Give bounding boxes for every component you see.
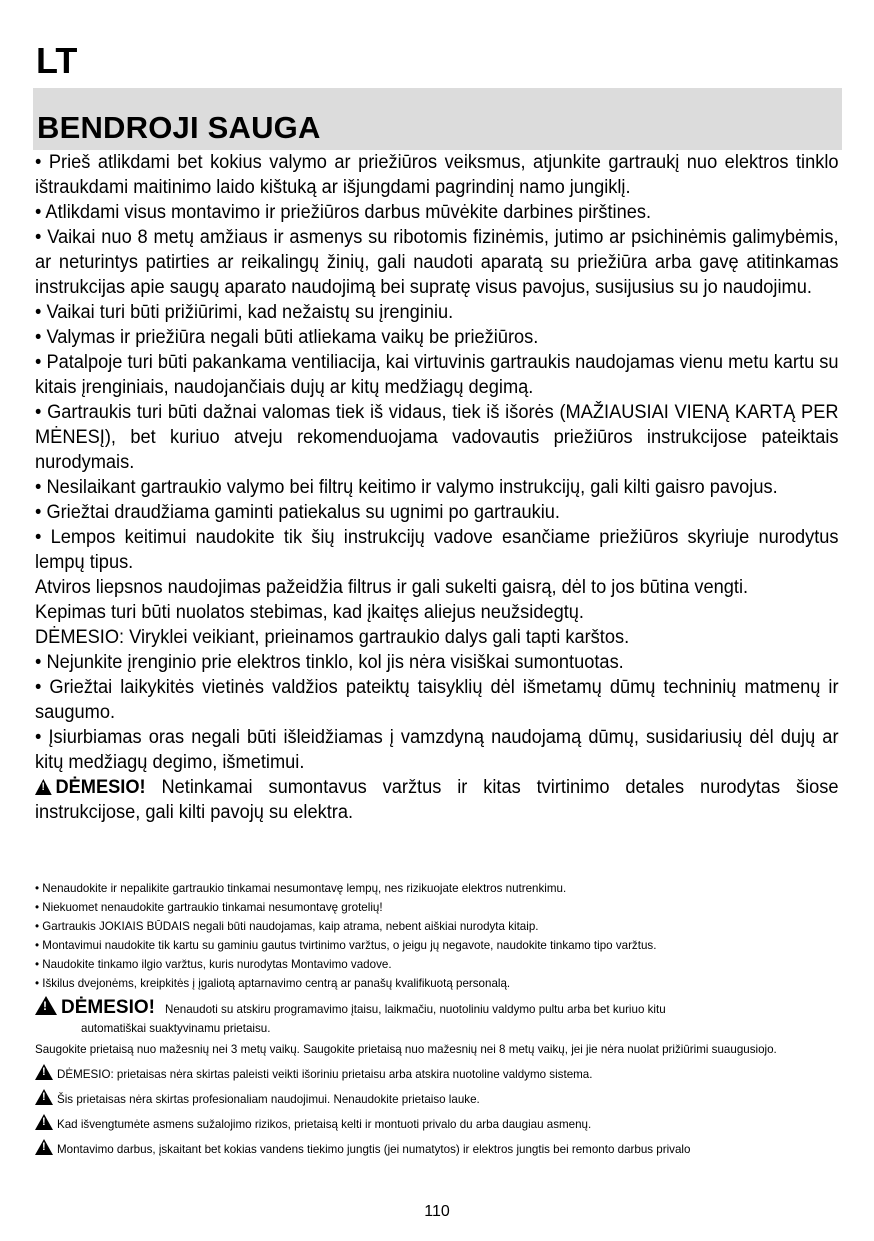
paragraph: • Vaikai nuo 8 metų amžiaus ir asmenys su ribotomis fizinėmis, jutimo ar psichinėmis galimybėmis, ar neturintys patirties ar reikalingų žinių, gali naudoti aparatą su priežiūra arba gavę atitinkamas instrukcijas apie saugų aparato naudojimą bei supratę visus pavojus, susijusius su jo naudojimu. xyxy=(35,226,839,298)
warning-text: Kad išvengtumėte asmens sužalojimo rizikos, prietaisą kelti ir montuoti privalo du arba daugiau asmenų. xyxy=(57,1118,592,1131)
page-number: 110 xyxy=(424,1203,450,1220)
note: • Naudokite tinkamo ilgio varžtus, kuris nurodytas Montavimo vadove. xyxy=(35,958,392,971)
paragraph: Kepimas turi būti nuolatos stebimas, kad įkaitęs aliejus neužsidegtų. xyxy=(35,601,584,623)
warning-text: Montavimo darbus, įskaitant bet kokias vandens tiekimo jungtis (jei numatytos) ir elektros jungtis bei remonto darbus privalo xyxy=(57,1143,691,1156)
paragraph: • Griežtai draudžiama gaminti patiekalus su ugnimi po gartraukiu. xyxy=(35,501,560,523)
warning-text: DĖMESIO: prietaisas nėra skirtas paleisti veikti išoriniu prietaisu arba atskira nuotoline valdymo sistema. xyxy=(57,1068,593,1081)
paragraph: Atviros liepsnos naudojimas pažeidžia filtrus ir gali sukelti gaisrą, dėl to jos būtina vengti. xyxy=(35,576,749,598)
children-note: Saugokite prietaisą nuo mažesnių nei 3 metų vaikų. Saugokite prietaisą nuo mažesnių nei 8 metų vaikų, jei jie nėra nuolat prižiūrimi suaugusiojo. xyxy=(35,1043,777,1056)
paragraph: • Gartraukis turi būti dažnai valomas tiek iš vidaus, tiek iš išorės (MAŽIAUSIAI VIENĄ KARTĄ PER MĖNESĮ), bet kuriuo atveju rekomenduojama vadovautis priežiūros instrukcijose pateiktais nurodymais. xyxy=(35,401,839,473)
paragraph: • Lempos keitimui naudokite tik šių instrukcijų vadove esančiame priežiūros skyriuje nurodytus lempų tipus. xyxy=(35,526,839,573)
small-notes xyxy=(35,879,839,993)
warning-label: DĖMESIO! xyxy=(55,776,146,798)
note: • Nenaudokite ir nepalikite gartraukio tinkamai nesumontavę lempų, nes rizikuojate elektros nutrenkimu. xyxy=(35,882,567,895)
paragraph: • Įsiurbiamas oras negali būti išleidžiamas į vamzdyną naudojamą dūmų, susidariusių dėl dujų ar kitų medžiagų degimo, išmetimui. xyxy=(35,726,839,773)
warning-label: DĖMESIO! xyxy=(61,997,155,1018)
paragraph: • Nejunkite įrenginio prie elektros tinklo, kol jis nėra visiškai sumontuotas. xyxy=(35,651,624,673)
warning-icon xyxy=(35,1064,53,1080)
paragraph: • Prieš atlikdami bet kokius valymo ar priežiūros veiksmus, atjunkite gartraukį nuo elektros tinklo ištraukdami maitinimo laido kištuką ar išjungdami pagrindinį namo jungiklį. xyxy=(35,151,839,198)
section-title: BENDROJI SAUGA xyxy=(37,110,321,145)
warning-icon xyxy=(35,1139,53,1155)
note: • Niekuomet nenaudokite gartraukio tinkamai nesumontavę grotelių! xyxy=(35,901,383,914)
note: • Montavimui naudokite tik kartu su gaminiu gautus tvirtinimo varžtus, o jeigu jų negavote, naudokite tinkamo tipo varžtus. xyxy=(35,939,657,952)
warning-line xyxy=(35,1089,839,1109)
paragraph: • Griežtai laikykitės vietinės valdžios pateiktų taisyklių dėl išmetamų dūmų techninių matmenų ir saugumo. xyxy=(35,676,839,723)
additional-warnings xyxy=(35,1040,839,1159)
warning-icon xyxy=(35,779,52,795)
paragraph: DĖMESIO: Viryklei veikiant, prieinamos gartraukio dalys gali tapti karštos. xyxy=(35,626,630,648)
warning-line xyxy=(35,1114,839,1134)
note: • Gartraukis JOKIAIS BŪDAIS negali būti naudojamas, kaip atrama, nebent aiškiai nurodyta kitaip. xyxy=(35,920,539,933)
paragraph: • Vaikai turi būti prižiūrimi, kad nežaistų su įrenginiu. xyxy=(35,301,454,323)
warning-text: Šis prietaisas nėra skirtas profesionaliam naudojimui. Nenaudokite prietaiso lauke. xyxy=(57,1093,480,1106)
warning-line xyxy=(35,996,839,1019)
warning-line xyxy=(35,1139,839,1159)
warning-icon xyxy=(35,1114,53,1130)
paragraph: • Atlikdami visus montavimo ir priežiūros darbus mūvėkite darbines pirštines. xyxy=(35,201,652,223)
language-code: LT xyxy=(36,40,78,81)
warning-icon xyxy=(35,1089,53,1105)
note: • Iškilus dvejonėms, kreipkitės į įgaliotą aptarnavimo centrą ar panašų kvalifikuotą personalą. xyxy=(35,977,511,990)
warning-electric xyxy=(35,775,839,825)
paragraph: • Valymas ir priežiūra negali būti atliekama vaikų be priežiūros. xyxy=(35,326,539,348)
paragraph: • Nesilaikant gartraukio valymo bei filtrų keitimo ir valymo instrukcijų, gali kilti gaisro pavojus. xyxy=(35,476,778,498)
warning-line xyxy=(35,1064,839,1084)
warning-continuation: automatiškai suaktyvinamu prietaisu. xyxy=(81,1022,271,1035)
warning-programmer xyxy=(35,996,839,1038)
warning-icon xyxy=(35,996,57,1015)
warning-text: Netinkamai sumontavus varžtus ir kitas tvirtinimo detales nurodytas šiose instrukcijose, gali kilti pavojų su elektra. xyxy=(35,776,839,823)
paragraph: • Patalpoje turi būti pakankama ventiliacija, kai virtuvinis gartraukis naudojamas vienu metu kartu su kitais įrenginiais, naudojančiais dujų ar kitų medžiagų degimą. xyxy=(35,351,839,398)
main-safety-text xyxy=(35,150,839,825)
warning-text: Nenaudoti su atskiru programavimo įtaisu, laikmačiu, nuotoliniu valdymo pultu arba bet kuriuo kitu xyxy=(164,1003,666,1016)
